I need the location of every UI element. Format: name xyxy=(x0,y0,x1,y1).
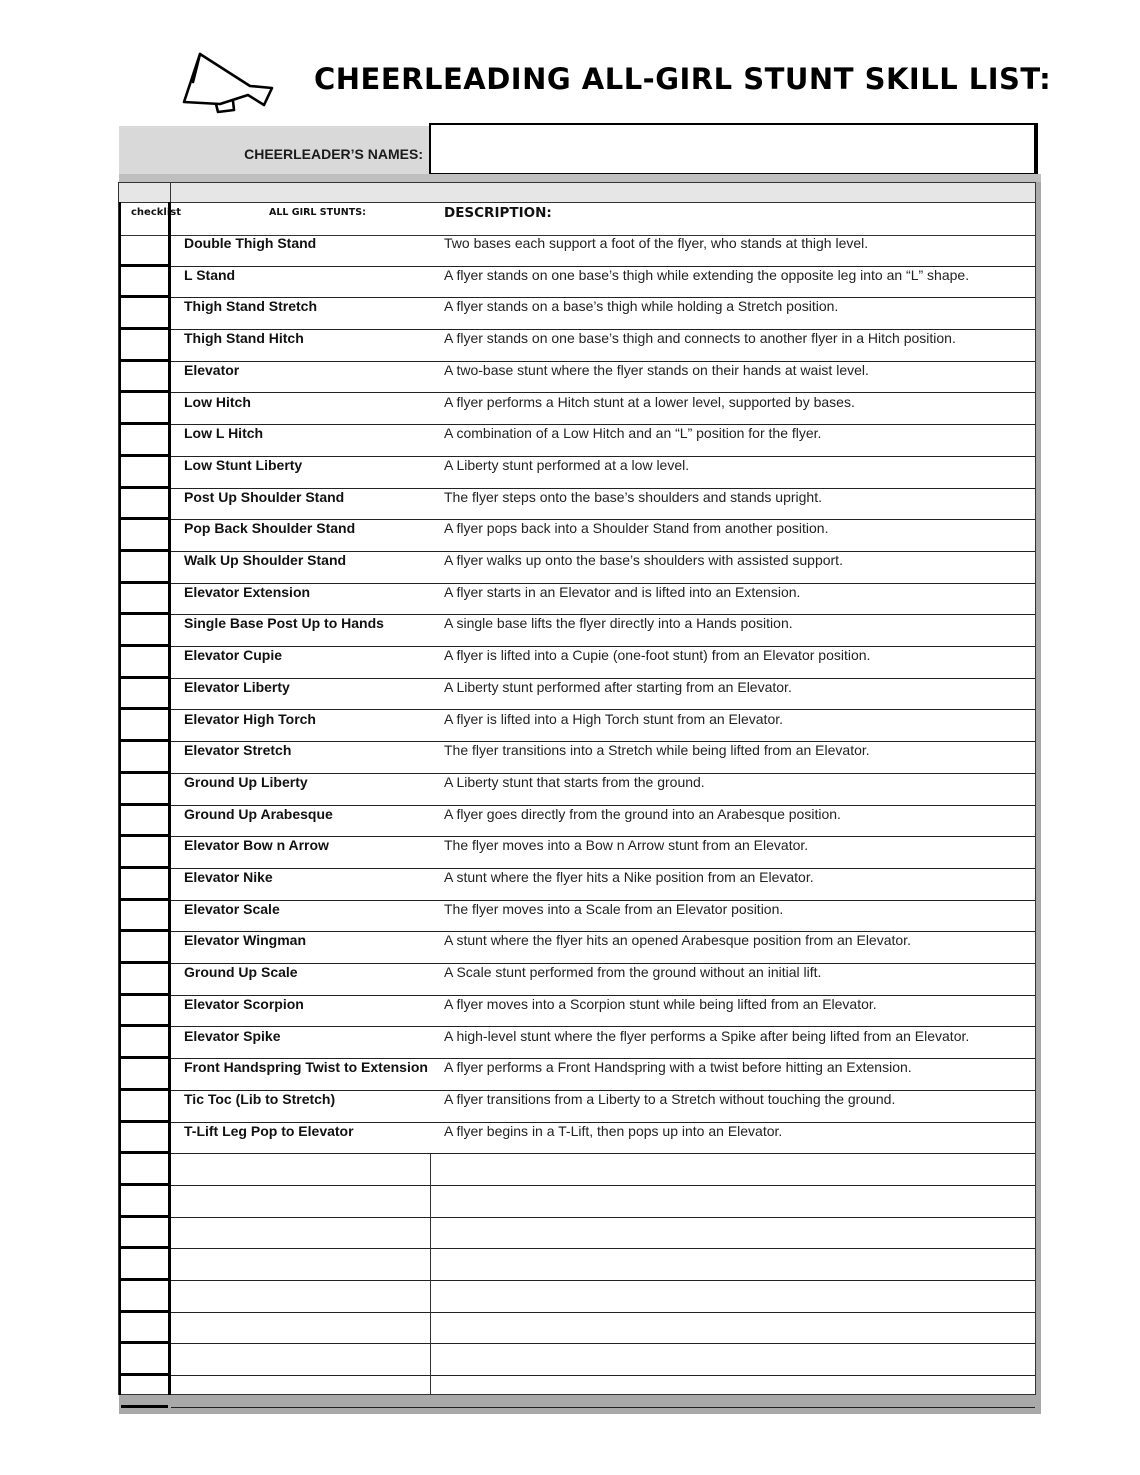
stunt-description: A combination of a Low Hitch and an “L” position for the flyer. xyxy=(444,425,822,442)
table-row xyxy=(119,520,1035,552)
table-row xyxy=(119,267,1035,299)
stunt-column-divider xyxy=(430,1154,431,1395)
table-row xyxy=(119,552,1035,584)
stunt-description: A Liberty stunt that starts from the ground. xyxy=(444,773,705,790)
table-row xyxy=(119,1376,1035,1408)
table-row xyxy=(119,1123,1035,1155)
cheerleader-names-label: CHEERLEADER’S NAMES: xyxy=(244,146,423,162)
stunt-description: A flyer starts in an Elevator and is lifted into an Extension. xyxy=(444,583,801,600)
table-row xyxy=(119,489,1035,521)
stunt-description: A flyer performs a Hitch stunt at a lower level, supported by bases. xyxy=(444,393,855,410)
table-row xyxy=(119,330,1035,362)
table-row xyxy=(119,1028,1035,1060)
checklist-checkbox[interactable] xyxy=(121,489,168,521)
stunt-name: Elevator Scorpion xyxy=(184,995,304,1012)
checklist-column xyxy=(119,202,171,1395)
checklist-checkbox[interactable] xyxy=(121,1345,168,1377)
table-row xyxy=(119,901,1035,933)
checklist-checkbox[interactable] xyxy=(121,330,168,362)
checklist-checkbox[interactable] xyxy=(121,1154,168,1186)
stunt-description: A flyer stands on a base’s thigh while holding a Stretch position. xyxy=(444,298,839,315)
table-row xyxy=(119,298,1035,330)
stunt-name: T-Lift Leg Pop to Elevator xyxy=(184,1122,354,1139)
checklist-checkbox[interactable] xyxy=(121,552,168,584)
table-row xyxy=(119,394,1035,426)
table-row xyxy=(119,1186,1035,1218)
checklist-checkbox[interactable] xyxy=(121,1059,168,1091)
table-header-row xyxy=(119,202,1035,236)
table-row xyxy=(119,964,1035,996)
checklist-checkbox[interactable] xyxy=(121,1376,168,1408)
stunt-name: Walk Up Shoulder Stand xyxy=(184,552,347,568)
stunt-description: Two bases each support a foot of the flyer, who stands at thigh level. xyxy=(444,235,869,251)
checklist-checkbox[interactable] xyxy=(121,647,168,679)
stunt-description: A flyer begins in a T-Lift, then pops up into an Elevator. xyxy=(444,1122,783,1139)
stunt-name: Tic Toc (Lib to Stretch) xyxy=(184,1090,336,1107)
table-row xyxy=(119,362,1035,394)
checklist-checkbox[interactable] xyxy=(121,267,168,299)
checklist-checkbox[interactable] xyxy=(121,742,168,774)
stunt-description: The flyer steps onto the base’s shoulders and stands upright. xyxy=(444,488,822,505)
checklist-checkbox[interactable] xyxy=(121,1281,168,1313)
table-row xyxy=(119,1218,1035,1250)
checklist-checkbox[interactable] xyxy=(121,1313,168,1345)
stunt-name: Thigh Stand Hitch xyxy=(184,330,304,347)
description-column-header: DESCRIPTION: xyxy=(444,205,552,221)
checklist-checkbox[interactable] xyxy=(121,425,168,457)
checklist-checkbox[interactable] xyxy=(121,520,168,552)
checklist-checkbox[interactable] xyxy=(121,615,168,647)
checklist-checkbox[interactable] xyxy=(121,711,168,743)
table-row xyxy=(119,615,1035,647)
stunt-description: A flyer pops back into a Shoulder Stand from another position. xyxy=(444,520,829,537)
checklist-checkbox[interactable] xyxy=(121,806,168,838)
table-row xyxy=(119,1154,1035,1186)
cheerleader-names-input[interactable] xyxy=(429,123,1038,176)
stunt-description: A flyer moves into a Scorpion stunt while being lifted from an Elevator. xyxy=(444,995,877,1012)
stunt-description: A flyer goes directly from the ground into an Arabesque position. xyxy=(444,805,841,822)
table-row xyxy=(119,711,1035,743)
checklist-checkbox[interactable] xyxy=(121,1091,168,1123)
table-row xyxy=(119,457,1035,489)
stunt-description: A flyer walks up onto the base’s shoulders with assisted support. xyxy=(444,552,843,568)
stunt-description: A Liberty stunt performed after starting from an Elevator. xyxy=(444,678,792,695)
stunt-name: Ground Up Scale xyxy=(184,964,298,981)
checklist-checkbox[interactable] xyxy=(121,584,168,616)
table-row xyxy=(119,647,1035,679)
checklist-checkbox[interactable] xyxy=(121,932,168,964)
stunt-name: Elevator Stretch xyxy=(184,742,292,759)
checklist-checkbox[interactable] xyxy=(121,362,168,394)
checklist-checkbox[interactable] xyxy=(121,394,168,426)
stunt-name: Single Base Post Up to Hands xyxy=(184,615,384,632)
stunt-name: L Stand xyxy=(184,266,236,283)
table-row xyxy=(119,1059,1035,1091)
stunt-name: Low Hitch xyxy=(184,393,251,410)
table-row xyxy=(119,1281,1035,1313)
table-top-strip xyxy=(119,183,1035,203)
stunt-name: Elevator Nike xyxy=(184,869,273,885)
table-row xyxy=(119,774,1035,806)
stunt-name: Elevator xyxy=(184,361,240,378)
checklist-column-header: checklist xyxy=(131,207,181,218)
table-row xyxy=(119,932,1035,964)
checklist-checkbox[interactable] xyxy=(121,1249,168,1281)
checklist-checkbox[interactable] xyxy=(121,837,168,869)
stunt-name: Elevator Extension xyxy=(184,583,311,600)
table-row xyxy=(119,425,1035,457)
stunt-name: Post Up Shoulder Stand xyxy=(184,488,345,505)
stunt-skill-table xyxy=(118,182,1036,1395)
stunt-name: Double Thigh Stand xyxy=(184,235,317,251)
table-row xyxy=(119,584,1035,616)
stunt-name: Low Stunt Liberty xyxy=(184,456,303,473)
checklist-checkbox[interactable] xyxy=(121,1186,168,1218)
stunt-name: Ground Up Arabesque xyxy=(184,805,333,822)
stunt-name: Front Handspring Twist to Extension xyxy=(184,1059,428,1076)
stunt-name: Elevator Liberty xyxy=(184,678,290,695)
checklist-checkbox[interactable] xyxy=(121,1123,168,1155)
megaphone-icon xyxy=(178,48,274,118)
stunt-description: The flyer moves into a Bow n Arrow stunt from an Elevator. xyxy=(444,837,809,854)
checklist-checkbox[interactable] xyxy=(121,1218,168,1250)
strip-divider xyxy=(170,183,171,202)
checklist-checkbox[interactable] xyxy=(121,996,168,1028)
table-row xyxy=(119,1313,1035,1345)
checklist-checkbox[interactable] xyxy=(121,774,168,806)
stunt-description: A Scale stunt performed from the ground without an initial lift. xyxy=(444,964,822,981)
table-row xyxy=(119,996,1035,1028)
checklist-checkbox[interactable] xyxy=(121,235,168,267)
stunt-description: The flyer transitions into a Stretch while being lifted from an Elevator. xyxy=(444,742,870,759)
table-row xyxy=(119,806,1035,838)
stunt-column-header: ALL GIRL STUNTS: xyxy=(269,207,366,218)
table-right-shadow xyxy=(1036,182,1041,1414)
stunt-name: Elevator Spike xyxy=(184,1027,281,1044)
stunt-description: A stunt where the flyer hits an opened Arabesque position from an Elevator. xyxy=(444,932,911,949)
checklist-checkbox[interactable] xyxy=(121,1028,168,1060)
stunt-name: Elevator High Torch xyxy=(184,710,316,727)
stunt-description: A single base lifts the flyer directly into a Hands position. xyxy=(444,615,793,632)
stunt-name: Low L Hitch xyxy=(184,425,264,442)
stunt-description: A flyer is lifted into a Cupie (one-foot stunt) from an Elevator position. xyxy=(444,647,871,664)
table-row xyxy=(119,1091,1035,1123)
stunt-description: A stunt where the flyer hits a Nike position from an Elevator. xyxy=(444,869,814,885)
stunt-description: A Liberty stunt performed at a low level. xyxy=(444,456,690,473)
stunt-name: Elevator Cupie xyxy=(184,647,283,664)
stunt-description: A high-level stunt where the flyer performs a Spike after being lifted from an Elevator. xyxy=(444,1027,970,1044)
stunt-description: A flyer stands on one base’s thigh and connects to another flyer in a Hitch position. xyxy=(444,330,956,347)
table-row xyxy=(119,235,1035,267)
row-divider xyxy=(171,1407,1035,1408)
stunt-description: A two-base stunt where the flyer stands on their hands at waist level. xyxy=(444,361,869,378)
stunt-name: Ground Up Liberty xyxy=(184,773,308,790)
stunt-description: The flyer moves into a Scale from an Elevator position. xyxy=(444,900,784,917)
table-row xyxy=(119,742,1035,774)
table-row xyxy=(119,837,1035,869)
checklist-checkbox[interactable] xyxy=(121,298,168,330)
checklist-checkbox[interactable] xyxy=(121,457,168,489)
table-row xyxy=(119,679,1035,711)
table-row xyxy=(119,1345,1035,1377)
stunt-name: Pop Back Shoulder Stand xyxy=(184,520,356,537)
header-gray-strip xyxy=(119,174,1041,182)
stunt-name: Elevator Bow n Arrow xyxy=(184,837,329,854)
stunt-name: Elevator Scale xyxy=(184,900,280,917)
checklist-checkbox[interactable] xyxy=(121,901,168,933)
stunt-name: Elevator Wingman xyxy=(184,932,307,949)
stunt-description: A flyer is lifted into a High Torch stunt from an Elevator. xyxy=(444,710,784,727)
table-row xyxy=(119,869,1035,901)
table-row xyxy=(119,1249,1035,1281)
page-title: CHEERLEADING ALL-GIRL STUNT SKILL LIST: xyxy=(314,62,1052,96)
checklist-checkbox[interactable] xyxy=(121,679,168,711)
stunt-description: A flyer stands on one base’s thigh while extending the opposite leg into an “L” shape. xyxy=(444,266,970,283)
stunt-description: A flyer performs a Front Handspring with a twist before hitting an Extension. xyxy=(444,1059,912,1076)
checklist-checkbox[interactable] xyxy=(121,869,168,901)
checklist-checkbox[interactable] xyxy=(121,964,168,996)
stunt-description: A flyer transitions from a Liberty to a Stretch without touching the ground. xyxy=(444,1090,896,1107)
stunt-name: Thigh Stand Stretch xyxy=(184,298,317,315)
